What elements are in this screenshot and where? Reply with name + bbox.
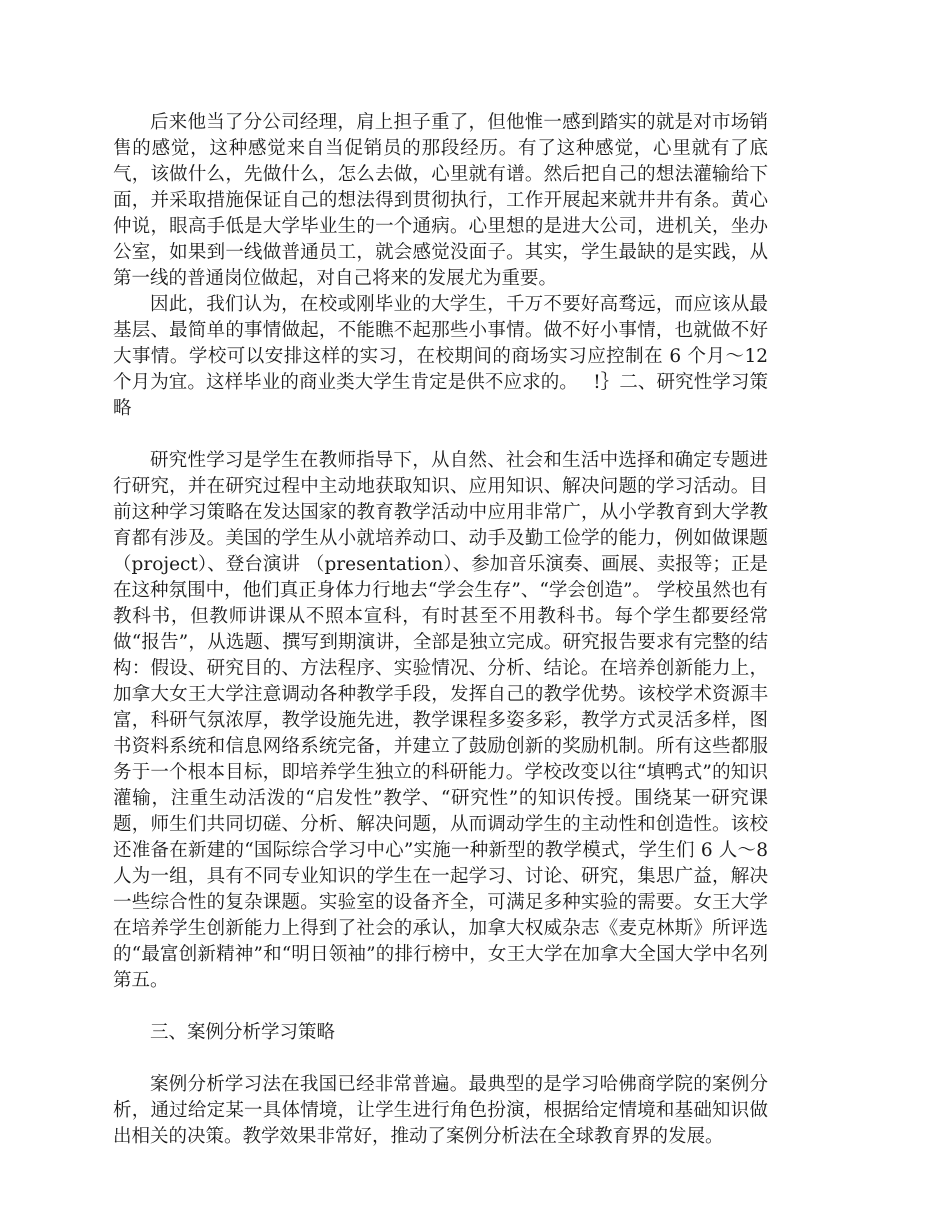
- paragraph-case-analysis: 案例分析学习法在我国已经非常普遍。最典型的是学习哈佛商学院的案例分析，通过给定某一具体情境，让学生进行角色扮演，根据给定情境和基础知识做出相关的决策。教学效果非常好，推动了案例分析法在全球教育界的发展。: [113, 1074, 768, 1147]
- document-page: [113, 110, 768, 1150]
- paragraph-sales-experience: 后来他当了分公司经理，肩上担子重了，但他惟一感到踏实的就是对市场销售的感觉，这种感觉来自当促销员的那段经历。有了这种感觉，心里就有了底气，该做什么，先做什么，怎么去做，心里就有谱。然后把自己的想法灌输给下面，并采取措施保证自己的想法得到贯彻执行，工作开展起来就井井有条。黄心仲说，眼高手低是大学毕业生的一个通病。心里想的是进大公司，进机关，坐办公室，如果到一线做普通员工，就会感觉没面子。其实，学生最缺的是实践，从第一线的普通岗位做起，对自己将来的发展尤为重要。: [113, 112, 768, 289]
- paragraph-spacer: [113, 1046, 768, 1072]
- paragraph-spacer: [113, 422, 768, 448]
- paragraph-research-learning: 研究性学习是学生在教师指导下，从自然、社会和生活中选择和确定专题进行研究，并在研究过程中主动地获取知识、应用知识、解决问题的学习活动。目前这种学习策略在发达国家的教育教学活动中应用非常广，从小学教育到大学教育都有涉及。美国的学生从小就培养动口、动手及勤工俭学的能力，例如做课题（project）、登台演讲 （presentation）、参加音乐演奏、画展、卖报等；正是在这种氛围中，他们真正身体力行地去“学会生存”、“学会创造”。 学校虽然也有教科书，但教师讲课从不照本宣科，有时甚至不用教科书。每个学生都要经常做“报告”，从选题、撰写到期演讲，全部是独立完成。研究报告要求有完整的结构：假设、研究目的、方法程序、实验情况、分析、结论。在培养创新能力上，加拿大女王大学注意调动各种教学手段，发挥自己的教学优势。该校学术资源丰富，科研气氛浓厚，教学设施先进，教学课程多姿多彩，教学方式灵活多样，图书资料系统和信息网络系统完备，并建立了鼓励创新的奖励机制。所有这些都服务于一个根本目标，即培养学生独立的科研能力。学校改变以往“填鸭式”的知识灌输，注重生动活泼的“启发性”教学、“研究性”的知识传授。围绕某一研究课题，师生们共同切磋、分析、解决问题，从而调动学生的主动性和创造性。该校还准备在新建的“国际综合学习中心”实施一种新型的教学模式，学生们 6 人～8 人为一组，具有不同专业知识的学生在一起学习、讨论、研究，集思广益，解决一些综合性的复杂课题。实验室的设备齐全，可满足多种实验的需要。女王大学在培养学生创新能力上得到了社会的承认，加拿大权威杂志《麦克林斯》所评选的“最富创新精神”和“明日领袖”的排行榜中，女王大学在加拿大全国大学中名列第五。: [113, 450, 768, 991]
- section-heading-case-analysis: 三、案例分析学习策略: [150, 1022, 336, 1043]
- paragraph-spacer: [113, 994, 768, 1020]
- paragraph-internship-advice: 因此，我们认为，在校或刚毕业的大学生，千万不要好高骛远，而应该从最基层、最简单的事情做起，不能瞧不起那些小事情。做不好小事情，也就做不好大事情。学校可以安排这样的实习，在校期间的商场实习应控制在 6 个月～12 个月为宜。这样毕业的商业类大学生肯定是供不应求的。 !｝二、研究性学习策略: [113, 294, 768, 419]
